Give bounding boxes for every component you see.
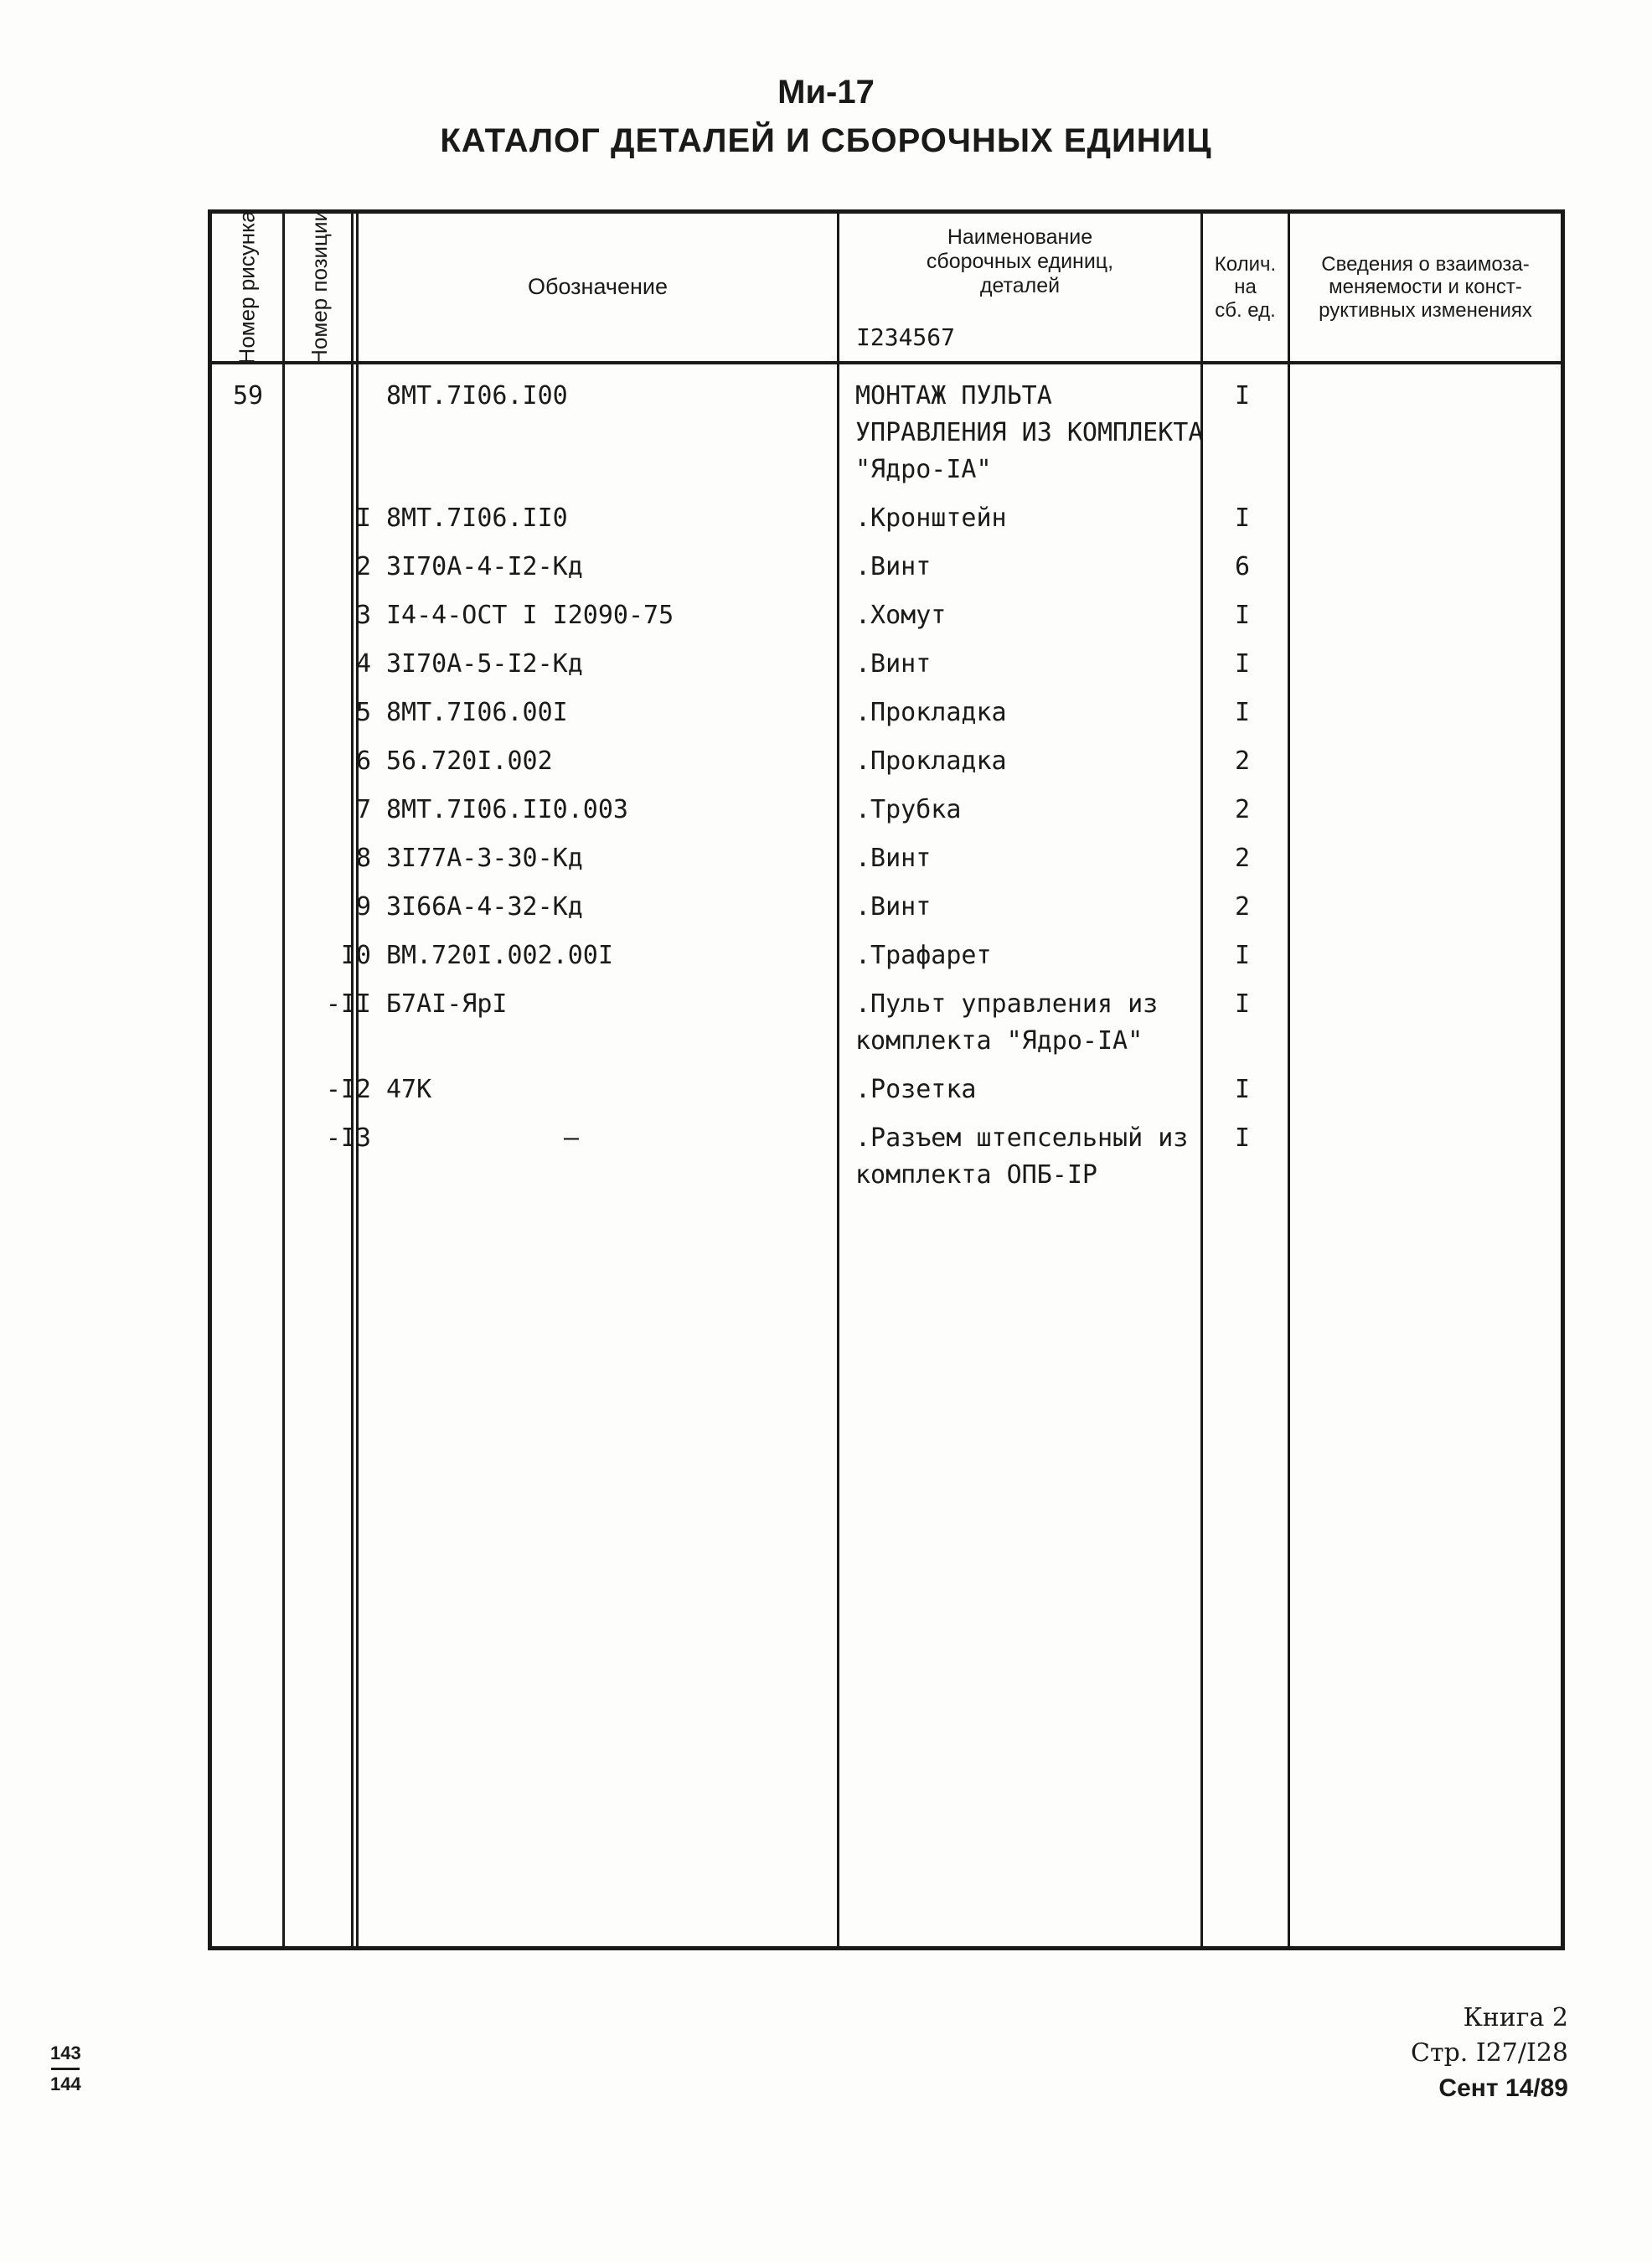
row-quantity: 2 <box>1234 844 1251 873</box>
row-designation: 3I77А-3-30-Кд <box>386 844 583 873</box>
sheet-number: 143 144 <box>50 2043 81 2094</box>
row-position-number: 4 <box>355 649 371 679</box>
row-designation: I4-4-ОСТ I I2090-75 <box>386 601 674 630</box>
row-quantity: I <box>1234 941 1251 970</box>
row-position-number: -I2 <box>325 1075 371 1104</box>
book-number: Книга 2 <box>1463 2003 1568 2032</box>
fraction-bar <box>51 2068 80 2070</box>
row-quantity: I <box>1234 698 1251 727</box>
row-designation: 3I70А-5-I2-Кд <box>386 649 583 679</box>
row-name-line: .Хомут <box>855 601 947 630</box>
row-name-line: МОНТАЖ ПУЛЬТА <box>855 381 1052 411</box>
header-designation: Обозначение <box>528 274 668 300</box>
col-divider <box>837 214 839 1946</box>
row-figure-number: 59 <box>233 381 264 411</box>
row-quantity: I <box>1234 649 1251 679</box>
row-designation: 3I66А-4-32-Кд <box>386 892 583 922</box>
row-quantity: I <box>1234 989 1251 1019</box>
row-name-line: .Винт <box>855 552 932 581</box>
header-quantity: Колич. на сб. ед. <box>1214 252 1277 322</box>
row-name-line: .Трубка <box>855 795 962 824</box>
row-quantity: I <box>1234 1075 1251 1104</box>
row-designation: ВМ.720I.002.00I <box>386 941 613 970</box>
row-name-line: .Прокладка <box>855 746 1007 776</box>
row-quantity: I <box>1234 1123 1251 1153</box>
row-name-line: комплекта "Ядро-IА" <box>855 1026 1143 1056</box>
page-info <box>1411 2001 1568 2106</box>
header-name-code: I234567 <box>856 323 956 351</box>
row-designation: 56.720I.002 <box>386 746 553 776</box>
row-designation: Б7АI-ЯрI <box>386 989 508 1019</box>
row-designation: 3I70А-4-I2-Кд <box>386 552 583 581</box>
row-position-number: 2 <box>355 552 371 581</box>
row-position-number: 9 <box>355 892 371 922</box>
revision-date: Сент 14/89 <box>1438 2074 1568 2102</box>
row-position-number: 6 <box>355 746 371 776</box>
row-designation: 8МТ.7I06.00I <box>386 698 568 727</box>
col-divider <box>1288 214 1290 1946</box>
row-name-line: .Кронштейн <box>855 504 1007 533</box>
row-name-line: .Трафарет <box>855 941 992 970</box>
header-interchangeability: Сведения о взаимоза- меняемости и конст- руктивных изменениях <box>1319 252 1532 322</box>
catalog-title: КАТАЛОГ ДЕТАЛЕЙ И СБОРОЧНЫХ ЕДИНИЦ <box>440 122 1212 159</box>
aircraft-model: Ми-17 <box>777 74 875 111</box>
row-position-number: 8 <box>355 844 371 873</box>
header-name: Наименование сборочных единиц, деталей I234567 <box>856 225 1114 351</box>
row-name-line: .Прокладка <box>855 698 1007 727</box>
page-number: Стр. I27/I28 <box>1411 2038 1568 2068</box>
row-quantity: 2 <box>1234 892 1251 922</box>
row-position-number: I <box>355 504 371 533</box>
row-name-line: "Ядро-IА" <box>855 455 992 484</box>
row-quantity: 6 <box>1234 552 1251 581</box>
row-name-line: .Винт <box>855 649 932 679</box>
row-name-line: .Винт <box>855 844 932 873</box>
row-name-line: .Разъем штепсельный из <box>855 1123 1189 1153</box>
row-name-line: .Розетка <box>855 1075 977 1104</box>
row-designation: 8МТ.7I06.II0 <box>386 504 568 533</box>
row-name-line: комплекта ОПБ-IР <box>855 1160 1097 1190</box>
row-name-line: УПРАВЛЕНИЯ ИЗ КОМПЛЕКТА <box>855 418 1204 447</box>
row-designation: 8МТ.7I06.II0.003 <box>386 795 628 824</box>
row-designation: 47К <box>386 1075 432 1104</box>
header-divider <box>212 361 1561 364</box>
row-quantity: 2 <box>1234 795 1251 824</box>
header-figure-number: Номер рисунка <box>234 210 260 364</box>
row-designation: 8МТ.7I06.I00 <box>386 381 568 411</box>
row-position-number: 7 <box>355 795 371 824</box>
row-position-number: 3 <box>355 601 371 630</box>
header-position-number: Номер позиции <box>307 209 333 365</box>
row-position-number: I0 <box>340 941 371 970</box>
row-quantity: 2 <box>1234 746 1251 776</box>
row-position-number: -II <box>325 989 371 1019</box>
row-name-line: .Винт <box>855 892 932 922</box>
parts-table <box>208 209 1565 1950</box>
row-position-number: 5 <box>355 698 371 727</box>
row-quantity: I <box>1234 504 1251 533</box>
row-position-number: -I3 <box>325 1123 371 1153</box>
row-quantity: I <box>1234 381 1251 411</box>
row-name-line: .Пульт управления из <box>855 989 1159 1019</box>
row-designation: – <box>564 1123 580 1153</box>
row-quantity: I <box>1234 601 1251 630</box>
